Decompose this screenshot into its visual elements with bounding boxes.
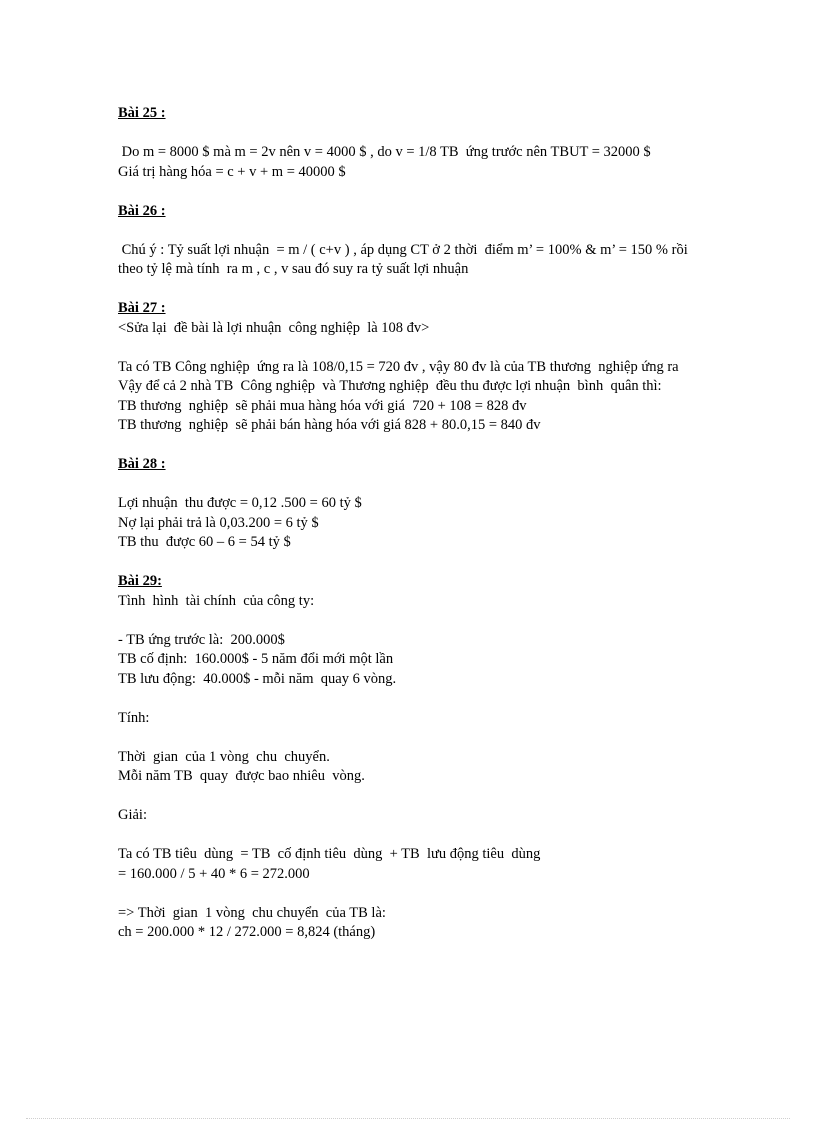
- page-bottom-rule: [26, 1118, 790, 1119]
- bai-29-line-d2: ch = 200.000 * 12 / 272.000 = 8,824 (tháng): [118, 924, 376, 940]
- bai-29-line-a1: - TB ứng trước là: 200.000$: [118, 631, 285, 648]
- bai-25-line-1: Do m = 8000 $ mà m = 2v nên v = 4000 $ , do v = 1/8 TB ứng trước nên TBUT = 32000 $: [118, 144, 651, 160]
- bai-28-line-2: Nợ lại phải trả là 0,03.200 = 6 tỷ $: [118, 514, 319, 531]
- bai-29-line-b1: Thời gian của 1 vòng chu chuyển.: [118, 748, 330, 765]
- bai-28-line-3: TB thu được 60 – 6 = 54 tỷ $: [118, 534, 291, 550]
- bai-29-giai: Giải:: [118, 807, 147, 823]
- bai-27-line-3: TB thương nghiệp sẽ phải mua hàng hóa với giá 720 + 108 = 828 đv: [118, 397, 527, 414]
- section-heading-bai-27: Bài 27 :: [118, 300, 166, 316]
- bai-29-line-b2: Mỗi năm TB quay được bao nhiêu vòng.: [118, 768, 365, 784]
- bai-27-note: <Sửa lại đề bài là lợi nhuận công nghiệp là 108 đv>: [118, 319, 430, 336]
- bai-29-line-a2: TB cố định: 160.000$ - 5 năm đổi mới một lần: [118, 651, 394, 667]
- section-heading-bai-28: Bài 28 :: [118, 456, 166, 472]
- bai-25-line-2: Giá trị hàng hóa = c + v + m = 40000 $: [118, 163, 346, 180]
- document-body: [118, 104, 690, 943]
- bai-29-tinh: Tính:: [118, 709, 150, 726]
- bai-27-line-1: Ta có TB Công nghiệp ứng ra là 108/0,15 = 720 đv , vậy 80 đv là của TB thương nghiệp ứng ra: [118, 358, 679, 375]
- section-heading-bai-29: Bài 29:: [118, 573, 162, 589]
- bai-26-line-1: Chú ý : Tỷ suất lợi nhuận = m / ( c+v ) , áp dụng CT ở 2 thời điểm m’ = 100% & m’ = 150 % rồi theo tỷ lệ mà tính ra m , c , v sau đó suy ra tỷ suất lợi nhuận: [118, 241, 692, 277]
- bai-29-line-d1: => Thời gian 1 vòng chu chuyển của TB là:: [118, 904, 386, 921]
- bai-29-line-c1: Ta có TB tiêu dùng = TB cố định tiêu dùng + TB lưu động tiêu dùng: [118, 846, 541, 862]
- bai-28-line-1: Lợi nhuận thu được = 0,12 .500 = 60 tỷ $: [118, 495, 362, 511]
- bai-29-intro: Tình hình tài chính của công ty:: [118, 592, 315, 609]
- bai-29-line-a3: TB lưu động: 40.000$ - mỗi năm quay 6 vòng.: [118, 670, 397, 687]
- bai-27-line-2: Vậy để cả 2 nhà TB Công nghiệp và Thương nghiệp đều thu được lợi nhuận bình quân thì:: [118, 378, 662, 394]
- bai-27-line-4: TB thương nghiệp sẽ phải bán hàng hóa với giá 828 + 80.0,15 = 840 đv: [118, 417, 541, 433]
- bai-29-line-c2: = 160.000 / 5 + 40 * 6 = 272.000: [118, 865, 310, 882]
- section-heading-bai-26: Bài 26 :: [118, 202, 166, 219]
- section-heading-bai-25: Bài 25 :: [118, 105, 166, 121]
